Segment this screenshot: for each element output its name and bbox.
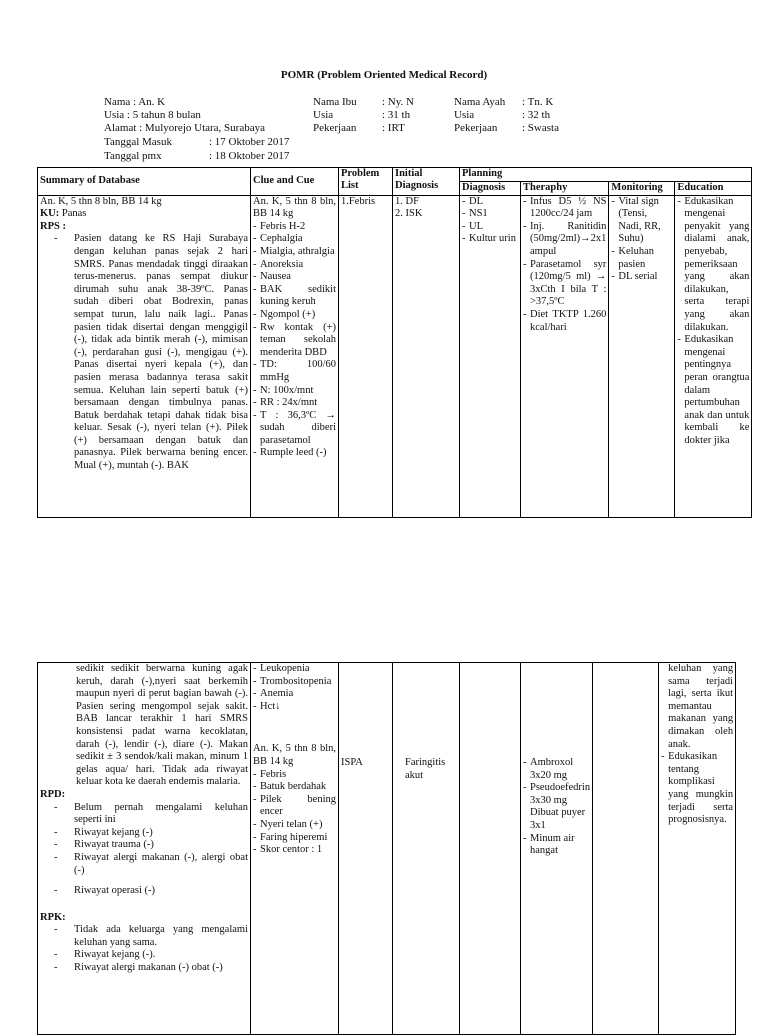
clue-item: - Anoreksia — [253, 259, 336, 272]
therapy-item: - Infus D5 ½ NS 1200cc/24 jam — [523, 196, 606, 221]
exam-date-label: Tanggal pmx — [104, 150, 162, 162]
initial-cell — [393, 195, 460, 517]
clue-cell-continued — [251, 663, 339, 1035]
clue-item: - Rw kontak (+) teman sekolah menderita DBD — [253, 322, 336, 360]
clue2-item: - Pilek bening encer — [253, 794, 336, 819]
rps-label: RPS : — [40, 220, 66, 232]
clue2-intro: An. K, 5 thn 8 bln, BB 14 kg — [253, 743, 336, 767]
initial-diagnosis-item: 2. ISK — [395, 208, 423, 220]
rpd-item: - Riwayat kejang (-) — [40, 827, 248, 840]
header-education: Education — [675, 182, 752, 196]
therapy2-item: - Pseudoefedrin 3x30 mg — [523, 782, 590, 807]
clue2-item: - Skor centor : 1 — [253, 844, 336, 857]
education-cell-continued — [659, 663, 736, 1035]
exam-date: : 18 Oktober 2017 — [209, 150, 290, 162]
header-summary: Summary of Database — [38, 168, 251, 196]
diagnosis-item: - UL — [462, 221, 518, 234]
therapy-cell — [521, 195, 609, 517]
clue-item: - N: 100x/mnt — [253, 385, 336, 398]
pomr-table — [37, 167, 752, 518]
monitoring-item: - Vital sign (Tensi, Nadi, RR, Suhu) — [611, 196, 672, 246]
therapy-cell-2 — [521, 663, 593, 1035]
rps-text: - Pasien datang ke RS Haji Surabaya dengan keluhan panas sejak 2 hari SMRS. Panas mendadak tinggi diraakan terus-menerus. panas sempat diukur dirumah suhu anak 38-39ºC. Panas sudah diberi obat Bodrexin, panas sempat turun, lalu naik lagi.. Panas pasien tidak disertai dengan menggigil (-), tidak ada bintik merah (-), mimisan (-), perdarahan gusi (-), mengigau (+). Panas disertai nyeri kepala (+), dan pasien merasa badannya terasa sakit semua. Keluhan lain seperti batuk (+) bersamaan dengan timbulnya panas. Batuk berdahak tetapi dahak tidak bisa keluar. Sesak (-), nyeri telan (+). Pilek (+) bersamaan dengan batuk dan panasnya. Pilek berwarna bening encer. Mual (+), muntah (-). BAK — [40, 233, 248, 472]
header-therapy: Theraphy — [521, 182, 609, 196]
rpd-label: RPD: — [40, 788, 66, 800]
header-diagnosis: Diagnosis — [460, 182, 521, 196]
mother-name: : Ny. N — [382, 96, 414, 108]
rpk-item: - Tidak ada keluarga yang mengalami keluhan yang sama. — [40, 924, 248, 949]
rpk-list — [40, 924, 248, 974]
rpd-item: - Belum pernah mengalami keluhan seperti ini — [40, 802, 248, 827]
clue2-item: - Nyeri telan (+) — [253, 819, 336, 832]
therapy2-item: - Minum air hangat — [523, 833, 590, 858]
father-job-label: Pekerjaan — [454, 122, 498, 134]
mother-age-label: Usia — [313, 109, 334, 121]
clue-item: - Anemia — [253, 688, 336, 701]
header-monitoring: Monitoring — [609, 182, 675, 196]
therapy-item: - Parasetamol syr (120mg/5 ml) → 3xCth I bila T : >37,5ºC — [523, 259, 606, 309]
father-age-label: Usia — [454, 109, 475, 121]
summary-intro: An. K, 5 thn 8 bln, BB 14 kg — [40, 195, 162, 207]
clue2-item: - Batuk berdahak — [253, 781, 336, 794]
pomr-table-continued — [37, 662, 736, 1035]
clue-item: - Mialgia, athralgia — [253, 246, 336, 259]
clue-item: - Cephalgia — [253, 233, 336, 246]
diagnosis-item: - Kultur urin — [462, 233, 518, 246]
education-item: - Edukasikan mengenai penyakit yang dialami anak, penyebab, pemeriksaan yang akan dilakukan, serta terapi yang akan dilakukan. — [677, 196, 749, 335]
summary-cell-continued — [38, 663, 251, 1035]
father-name: : Tn. K — [522, 96, 554, 108]
education-continued: keluhan yang sama terjadi lagi, serta ikut memantau makanan yang dimakan oleh anak. — [668, 663, 734, 750]
father-job: : Swasta — [522, 122, 559, 134]
problem-cell: 1.Febris — [339, 195, 393, 517]
therapy-item: - Diet TKTP 1.260 kcal/hari — [523, 309, 606, 334]
patient-age: Usia : 5 tahun 8 bulan — [104, 109, 201, 121]
clue-intro: An. K, 5 thn 8 bln, BB 14 kg — [253, 195, 336, 220]
clue-list — [253, 221, 336, 460]
ku-label: KU: — [40, 208, 60, 220]
clue-item: - BAK sedikit kuning keruh — [253, 284, 336, 309]
rpk-item: - Riwayat alergi makanan (-) obat (-) — [40, 962, 248, 975]
diagnosis-item: - NS1 — [462, 208, 518, 221]
clue-item: - Leukopenia — [253, 663, 336, 676]
father-age: : 32 th — [522, 109, 551, 121]
diagnosis-cell — [460, 195, 521, 517]
clue-item: - Febris H-2 — [253, 221, 336, 234]
header-initial: Initial Diagnosis — [393, 168, 460, 196]
diagnosis-cell-2 — [460, 663, 521, 1035]
clue-item: - T : 36,3ºC → sudah diberi parasetamol — [253, 410, 336, 448]
clue-item: - TD: 100/60 mmHg — [253, 359, 336, 384]
initial-diagnosis-item: 1. DF — [395, 195, 419, 207]
therapy2-puyer: Dibuat puyer 3x1 — [530, 807, 586, 831]
mother-name-label: Nama Ibu — [313, 96, 357, 108]
rpk-item: - Riwayat kejang (-). — [40, 949, 248, 962]
monitoring-cell-2 — [593, 663, 659, 1035]
header-clue: Clue and Cue — [251, 168, 339, 196]
rps-continued: sedikit sedikit berwarna kuning agak keruh, darah (-),nyeri saat berkemih maupun nyeri di perut bagian bawah (-). Pasien sering mengompol sejak sakit. BAB lancar terakhir 1 hari SMRS konsistensi padat warna kecoklatan, darah (-), lendir (-), diare (-). Makan sedikit ± 3 sendok/kali makan, minum 1 gelas aqua/ hari. Tidak ada riwayat keluar kota ke daerah endemis malaria. — [76, 663, 248, 788]
rpk-label: RPK: — [40, 911, 66, 923]
therapy2-item: - Ambroxol 3x20 mg — [523, 757, 590, 782]
father-name-label: Nama Ayah — [454, 96, 506, 108]
problem-cell-2 — [339, 663, 393, 1035]
education-item: - Edukasikan mengenai pentingnya peran orangtua dalam pertumbuhan anak dan untuk kembali ke dokter jika — [677, 334, 749, 447]
header-planning: Planning — [460, 168, 752, 182]
monitoring-cell — [609, 195, 675, 517]
clue-cell — [251, 195, 339, 517]
summary-cell — [38, 195, 251, 517]
document-title: POMR (Problem Oriented Medical Record) — [280, 69, 488, 81]
ku-value: Panas — [59, 208, 87, 220]
rpd-item: - Riwayat operasi (-) — [40, 885, 248, 898]
patient-name: Nama : An. K — [104, 96, 166, 108]
problem-ispa: ISPA — [341, 757, 363, 768]
mother-age: : 31 th — [382, 109, 411, 121]
clue-item: - Trombositopenia — [253, 676, 336, 689]
header-problem: Problem List — [339, 168, 393, 196]
clue-item: - Rumple leed (-) — [253, 447, 336, 460]
education2-item: - Edukasikan tentang komplikasi yang mungkin terjadi serta prognosisnya. — [661, 751, 733, 827]
page-gap — [0, 560, 768, 660]
clue-item: - RR : 24x/mnt — [253, 397, 336, 410]
mother-job-label: Pekerjaan — [313, 122, 357, 134]
clue-item: - Nausea — [253, 271, 336, 284]
admission-date-label: Tanggal Masuk — [104, 136, 172, 148]
clue-item: - Ngompol (+) — [253, 309, 336, 322]
clue2-item: - Faring hiperemi — [253, 832, 336, 845]
document-page-2 — [0, 662, 768, 1024]
monitoring-item: - Keluhan pasien — [611, 246, 672, 271]
diagnosis-item: - DL — [462, 196, 518, 209]
clue2-item: - Febris — [253, 769, 336, 782]
clue-item: - Hct↓ — [253, 701, 336, 714]
monitoring-item: - DL serial — [611, 271, 672, 284]
admission-date: : 17 Oktober 2017 — [209, 136, 290, 148]
patient-address: Alamat : Mulyorejo Utara, Surabaya — [104, 122, 265, 134]
rpd-item: - Riwayat trauma (-) — [40, 839, 248, 852]
initial-faringitis: Faringitis akut — [405, 757, 446, 781]
mother-job: : IRT — [382, 122, 405, 134]
rpd-list — [40, 802, 248, 898]
initial-cell-2 — [393, 663, 460, 1035]
rpd-item: - Riwayat alergi makanan (-), alergi obat (-) — [40, 852, 248, 877]
therapy-item: - Inj. Ranitidin (50mg/2ml)→2x1 ampul — [523, 221, 606, 259]
education-cell — [675, 195, 752, 517]
